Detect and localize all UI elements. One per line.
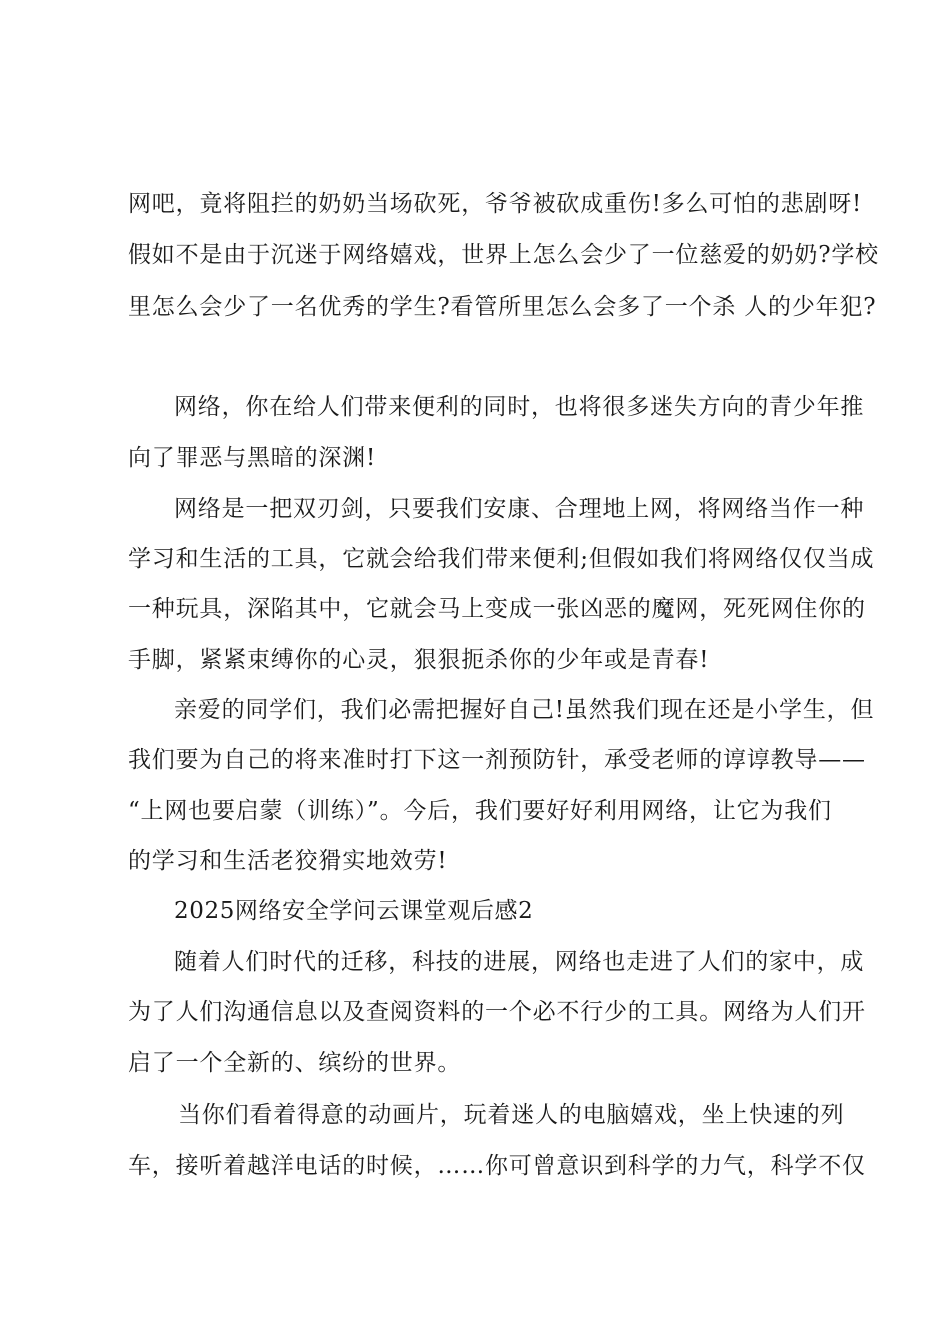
paragraph-line: 随着人们时代的迁移，科技的进展，网络也走进了人们的家中，成 [174,949,865,975]
paragraph-line: 向了罪恶与黑暗的深渊! [128,445,377,471]
paragraph-line: 一种玩具，深陷其中，它就会马上变成一张凶恶的魔网，死死网住你的 [128,596,866,622]
paragraph-line: 里怎么会少了一名优秀的学生?看管所里怎么会多了一个杀 人的少年犯? [128,294,877,320]
paragraph-line: 网络是一把双刃剑，只要我们安康、合理地上网，将网络当作一种 [174,496,865,522]
paragraph-line: 启了一个全新的、缤纷的世界。 [128,1050,462,1076]
paragraph-line: 车，接听着越洋电话的时候，……你可曾意识到科学的力气，科学不仅 [128,1153,866,1179]
paragraph-line: 学习和生活的工具，它就会给我们带来便利;但假如我们将网络仅仅当成 [128,546,875,572]
paragraph-line: 我们要为自己的将来准时打下这一剂预防针，承受老师的谆谆教导—— [128,747,866,773]
paragraph-line: 网络，你在给人们带来便利的同时，也将很多迷失方向的青少年推 [174,394,865,420]
paragraph-line: 手脚，紧紧束缚你的心灵，狠狠扼杀你的少年或是青春! [128,647,710,673]
section-heading: 2025网络安全学问云课堂观后感2 [174,898,534,924]
paragraph-line: 的学习和生活老狡猾实地效劳! [128,848,448,874]
paragraph-line: 为了人们沟通信息以及查阅资料的一个必不行少的工具。网络为人们开 [128,999,866,1025]
paragraph-line: 假如不是由于沉迷于网络嬉戏，世界上怎么会少了一位慈爱的奶奶?学校 [128,242,879,268]
paragraph-line: “上网也要启蒙（训练）”。今后，我们要好好利用网络，让它为我们 [128,798,832,824]
paragraph-line: 网吧，竟将阻拦的奶奶当场砍死，爷爷被砍成重伤!多么可怕的悲剧呀! [128,191,863,217]
paragraph-line: 当你们看着得意的动画片，玩着迷人的电脑嬉戏，坐上快速的列 [178,1102,845,1128]
paragraph-line: 亲爱的同学们，我们必需把握好自己!虽然我们现在还是小学生，但 [174,697,875,723]
